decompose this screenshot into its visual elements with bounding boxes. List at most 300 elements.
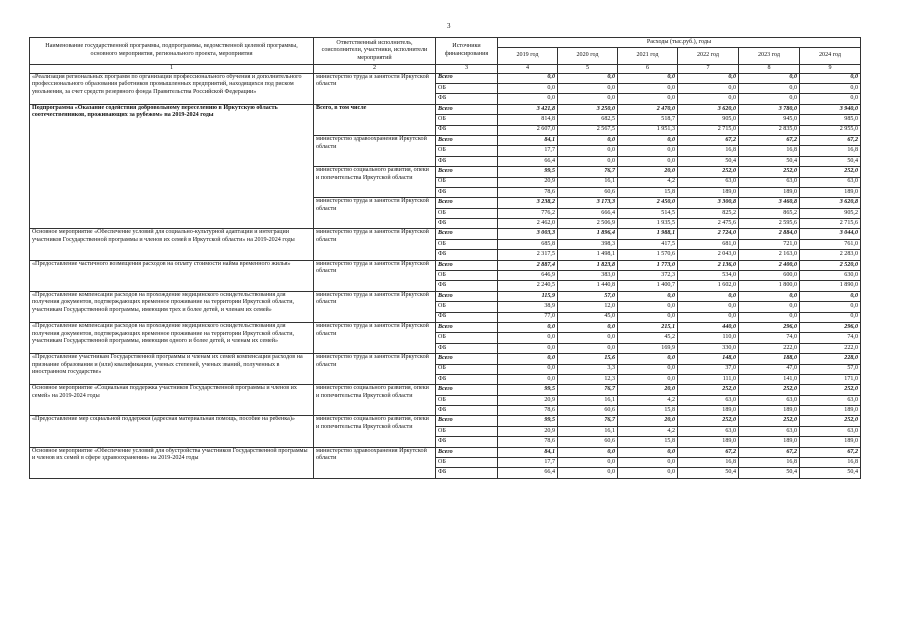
amount-cell: 252,0 xyxy=(800,167,861,177)
amount-cell: 0,0 xyxy=(618,312,678,322)
executor-cell: Всего, в том числе xyxy=(314,104,436,135)
funding-source-cell: ФБ xyxy=(436,281,498,291)
measure-name-cell: «Предоставление частичного возмещения расходов на оплату стоимости найма временного жилья» xyxy=(30,260,314,291)
amount-cell: 2 400,0 xyxy=(739,260,800,270)
amount-cell: 681,0 xyxy=(678,239,739,249)
amount-cell: 0,0 xyxy=(739,302,800,312)
measure-name-cell: Основное мероприятие «Обеспечение условий для социально-культурной адаптации и интеграции участников Государственной программы и членов их семей в Иркутской области» на 2019-2024 годы xyxy=(30,229,314,260)
amount-cell: 189,0 xyxy=(678,406,739,416)
header-year: 2024 год xyxy=(800,48,861,65)
amount-cell: 67,2 xyxy=(739,447,800,457)
amount-cell: 1 498,1 xyxy=(558,250,618,260)
table-body xyxy=(30,73,861,478)
amount-cell: 16,8 xyxy=(678,458,739,468)
amount-cell: 0,0 xyxy=(558,333,618,343)
amount-cell: 0,0 xyxy=(618,291,678,301)
amount-cell: 63,0 xyxy=(800,426,861,436)
amount-cell: 20,9 xyxy=(498,395,558,405)
measure-name-cell: «Реализация региональных программ по организации профессионального обучения и дополнительного профессионального образования работников промышленных предприятий, находящихся под риском увольнения, за счет средств резервного фонда Правительства Российской Федерации» xyxy=(30,73,314,104)
amount-cell: 0,0 xyxy=(618,73,678,83)
amount-cell: 0,0 xyxy=(498,374,558,384)
amount-cell: 0,0 xyxy=(678,83,739,93)
amount-cell: 63,0 xyxy=(739,395,800,405)
funding-source-cell: ОБ xyxy=(436,458,498,468)
funding-source-cell: ФБ xyxy=(436,468,498,478)
funding-source-cell: ФБ xyxy=(436,219,498,229)
measure-name-cell: Подпрограмма «Оказание содействия добровольному переселению в Иркутскую область соотечественников, проживающих за рубежом» на 2019-2024 годы xyxy=(30,104,314,229)
amount-cell: 2 317,5 xyxy=(498,250,558,260)
executor-cell: министерство труда и занятости Иркутской области xyxy=(314,354,436,385)
amount-cell: 63,0 xyxy=(678,177,739,187)
amount-cell: 0,0 xyxy=(618,468,678,478)
amount-cell: 761,0 xyxy=(800,239,861,249)
amount-cell: 50,4 xyxy=(739,156,800,166)
amount-cell: 2 607,0 xyxy=(498,125,558,135)
amount-cell: 0,0 xyxy=(498,83,558,93)
amount-cell: 16,8 xyxy=(800,458,861,468)
executor-cell: министерство социального развития, опеки и попечительства Иркутской области xyxy=(314,416,436,447)
amount-cell: 2 462,0 xyxy=(498,219,558,229)
amount-cell: 57,0 xyxy=(800,364,861,374)
amount-cell: 67,2 xyxy=(800,447,861,457)
header-expenses: Расходы (тыс.руб.), годы xyxy=(498,38,861,48)
table-row xyxy=(30,322,861,332)
amount-cell: 0,0 xyxy=(739,83,800,93)
amount-cell: 16,1 xyxy=(558,395,618,405)
amount-cell: 99,5 xyxy=(498,385,558,395)
table-row xyxy=(30,229,861,239)
amount-cell: 20,0 xyxy=(618,416,678,426)
amount-cell: 0,0 xyxy=(558,146,618,156)
amount-cell: 252,0 xyxy=(800,416,861,426)
amount-cell: 600,0 xyxy=(739,271,800,281)
amount-cell: 3 620,0 xyxy=(678,104,739,114)
amount-cell: 222,0 xyxy=(739,343,800,353)
amount-cell: 148,0 xyxy=(678,354,739,364)
amount-cell: 3 460,8 xyxy=(739,198,800,208)
amount-cell: 2 043,0 xyxy=(678,250,739,260)
amount-cell: 16,8 xyxy=(739,458,800,468)
amount-cell: 3 940,0 xyxy=(800,104,861,114)
amount-cell: 2 475,6 xyxy=(678,219,739,229)
amount-cell: 2 955,0 xyxy=(800,125,861,135)
funding-source-cell: ОБ xyxy=(436,239,498,249)
amount-cell: 2 715,6 xyxy=(800,219,861,229)
amount-cell: 1 823,8 xyxy=(558,260,618,270)
amount-cell: 63,0 xyxy=(678,426,739,436)
amount-cell: 3 044,0 xyxy=(800,229,861,239)
amount-cell: 0,0 xyxy=(800,73,861,83)
budget-table xyxy=(29,37,861,479)
amount-cell: 189,0 xyxy=(739,187,800,197)
page-number: 3 xyxy=(447,22,451,30)
amount-cell: 67,2 xyxy=(739,135,800,145)
amount-cell: 0,0 xyxy=(558,156,618,166)
amount-cell: 67,2 xyxy=(678,135,739,145)
amount-cell: 60,6 xyxy=(558,187,618,197)
amount-cell: 0,0 xyxy=(498,364,558,374)
amount-cell: 171,0 xyxy=(800,374,861,384)
funding-source-cell: Всего xyxy=(436,260,498,270)
funding-source-cell: ОБ xyxy=(436,208,498,218)
amount-cell: 2 240,5 xyxy=(498,281,558,291)
amount-cell: 905,0 xyxy=(678,115,739,125)
amount-cell: 215,1 xyxy=(618,322,678,332)
amount-cell: 0,0 xyxy=(618,135,678,145)
executor-cell: министерство труда и занятости Иркутской области xyxy=(314,198,436,229)
table-row xyxy=(30,260,861,270)
amount-cell: 16,8 xyxy=(678,146,739,156)
amount-cell: 2 450,0 xyxy=(618,198,678,208)
measure-name-cell: «Предоставление участникам Государственной программы и членам их семей компенсации расходов на признание образования и (или) квалификации, ученых степеней, ученых званий, полученных в иностранном государстве» xyxy=(30,354,314,385)
amount-cell: 0,0 xyxy=(558,458,618,468)
amount-cell: 3 620,8 xyxy=(800,198,861,208)
amount-cell: 20,9 xyxy=(498,426,558,436)
amount-cell: 296,0 xyxy=(800,322,861,332)
amount-cell: 111,0 xyxy=(678,374,739,384)
amount-cell: 685,8 xyxy=(498,239,558,249)
amount-cell: 0,0 xyxy=(558,468,618,478)
amount-cell: 1 440,8 xyxy=(558,281,618,291)
amount-cell: 169,9 xyxy=(618,343,678,353)
column-number: 5 xyxy=(558,65,618,74)
amount-cell: 2 715,0 xyxy=(678,125,739,135)
amount-cell: 0,0 xyxy=(618,146,678,156)
amount-cell: 38,9 xyxy=(498,302,558,312)
amount-cell: 66,4 xyxy=(498,156,558,166)
amount-cell: 0,0 xyxy=(498,354,558,364)
amount-cell: 4,2 xyxy=(618,426,678,436)
amount-cell: 16,1 xyxy=(558,426,618,436)
amount-cell: 1 773,0 xyxy=(618,260,678,270)
amount-cell: 37,0 xyxy=(678,364,739,374)
funding-source-cell: ОБ xyxy=(436,364,498,374)
amount-cell: 67,2 xyxy=(678,447,739,457)
amount-cell: 77,0 xyxy=(498,312,558,322)
table-row xyxy=(30,385,861,395)
amount-cell: 63,0 xyxy=(739,177,800,187)
amount-cell: 45,2 xyxy=(618,333,678,343)
funding-source-cell: ОБ xyxy=(436,333,498,343)
amount-cell: 74,0 xyxy=(739,333,800,343)
amount-cell: 814,8 xyxy=(498,115,558,125)
amount-cell: 189,0 xyxy=(678,187,739,197)
amount-cell: 1 988,1 xyxy=(618,229,678,239)
amount-cell: 15,8 xyxy=(618,406,678,416)
amount-cell: 2 506,9 xyxy=(558,219,618,229)
amount-cell: 330,0 xyxy=(678,343,739,353)
funding-source-cell: ОБ xyxy=(436,146,498,156)
amount-cell: 3 238,2 xyxy=(498,198,558,208)
amount-cell: 0,0 xyxy=(800,312,861,322)
amount-cell: 985,0 xyxy=(800,115,861,125)
amount-cell: 67,2 xyxy=(800,135,861,145)
amount-cell: 252,0 xyxy=(678,167,739,177)
funding-source-cell: Всего xyxy=(436,291,498,301)
funding-source-cell: ОБ xyxy=(436,426,498,436)
executor-cell: министерство социального развития, опеки и попечительства Иркутской области xyxy=(314,385,436,416)
amount-cell: 15,6 xyxy=(558,354,618,364)
amount-cell: 0,0 xyxy=(800,302,861,312)
amount-cell: 682,5 xyxy=(558,115,618,125)
amount-cell: 50,4 xyxy=(678,468,739,478)
funding-source-cell: ОБ xyxy=(436,271,498,281)
amount-cell: 76,7 xyxy=(558,167,618,177)
amount-cell: 3 421,8 xyxy=(498,104,558,114)
amount-cell: 74,0 xyxy=(800,333,861,343)
amount-cell: 222,0 xyxy=(800,343,861,353)
amount-cell: 84,1 xyxy=(498,135,558,145)
table-row xyxy=(30,354,861,364)
amount-cell: 1 400,7 xyxy=(618,281,678,291)
amount-cell: 252,0 xyxy=(678,416,739,426)
amount-cell: 20,9 xyxy=(498,177,558,187)
amount-cell: 2 163,0 xyxy=(739,250,800,260)
column-number: 1 xyxy=(30,65,314,74)
amount-cell: 0,0 xyxy=(618,354,678,364)
amount-cell: 3 300,8 xyxy=(678,198,739,208)
header-year: 2019 год xyxy=(498,48,558,65)
amount-cell: 296,0 xyxy=(739,322,800,332)
amount-cell: 0,0 xyxy=(558,343,618,353)
header-year: 2022 год xyxy=(678,48,739,65)
column-number: 2 xyxy=(314,65,436,74)
amount-cell: 1 800,0 xyxy=(739,281,800,291)
funding-source-cell: ФБ xyxy=(436,406,498,416)
table-row xyxy=(30,73,861,83)
amount-cell: 0,0 xyxy=(498,94,558,104)
amount-cell: 45,0 xyxy=(558,312,618,322)
executor-cell: министерство труда и занятости Иркутской области xyxy=(314,291,436,322)
amount-cell: 15,8 xyxy=(618,187,678,197)
amount-cell: 189,0 xyxy=(800,406,861,416)
amount-cell: 905,2 xyxy=(800,208,861,218)
funding-source-cell: ФБ xyxy=(436,156,498,166)
funding-source-cell: Всего xyxy=(436,167,498,177)
funding-source-cell: Всего xyxy=(436,447,498,457)
executor-cell: министерство труда и занятости Иркутской области xyxy=(314,322,436,353)
amount-cell: 84,1 xyxy=(498,447,558,457)
amount-cell: 50,4 xyxy=(800,468,861,478)
funding-source-cell: ОБ xyxy=(436,83,498,93)
amount-cell: 646,9 xyxy=(498,271,558,281)
amount-cell: 15,8 xyxy=(618,437,678,447)
measure-name-cell: Основное мероприятие «Обеспечение условий для обустройства участников Государственной программы и членов их семей в сфере здравоохранения» на 2019-2024 годы xyxy=(30,447,314,478)
amount-cell: 50,4 xyxy=(739,468,800,478)
funding-source-cell: ФБ xyxy=(436,374,498,384)
amount-cell: 0,0 xyxy=(618,374,678,384)
amount-cell: 865,2 xyxy=(739,208,800,218)
amount-cell: 63,0 xyxy=(800,395,861,405)
funding-source-cell: Всего xyxy=(436,354,498,364)
amount-cell: 12,3 xyxy=(558,374,618,384)
amount-cell: 115,9 xyxy=(498,291,558,301)
column-number: 9 xyxy=(800,65,861,74)
amount-cell: 0,0 xyxy=(678,73,739,83)
amount-cell: 518,7 xyxy=(618,115,678,125)
amount-cell: 17,7 xyxy=(498,146,558,156)
funding-source-cell: Всего xyxy=(436,104,498,114)
amount-cell: 0,0 xyxy=(678,312,739,322)
column-number: 8 xyxy=(739,65,800,74)
amount-cell: 776,2 xyxy=(498,208,558,218)
amount-cell: 0,0 xyxy=(800,83,861,93)
amount-cell: 4,2 xyxy=(618,395,678,405)
amount-cell: 20,0 xyxy=(618,385,678,395)
amount-cell: 0,0 xyxy=(618,156,678,166)
funding-source-cell: Всего xyxy=(436,416,498,426)
funding-source-cell: Всего xyxy=(436,322,498,332)
amount-cell: 0,0 xyxy=(678,291,739,301)
amount-cell: 0,0 xyxy=(618,302,678,312)
amount-cell: 252,0 xyxy=(800,385,861,395)
amount-cell: 721,0 xyxy=(739,239,800,249)
amount-cell: 189,0 xyxy=(678,437,739,447)
executor-cell: министерство труда и занятости Иркутской области xyxy=(314,229,436,260)
amount-cell: 1 890,0 xyxy=(800,281,861,291)
executor-cell: министерство труда и занятости Иркутской области xyxy=(314,260,436,291)
amount-cell: 0,0 xyxy=(739,94,800,104)
funding-source-cell: ФБ xyxy=(436,437,498,447)
amount-cell: 99,5 xyxy=(498,167,558,177)
amount-cell: 12,0 xyxy=(558,302,618,312)
header-year: 2021 год xyxy=(618,48,678,65)
amount-cell: 228,0 xyxy=(800,354,861,364)
amount-cell: 0,0 xyxy=(739,73,800,83)
amount-cell: 2 283,0 xyxy=(800,250,861,260)
amount-cell: 0,0 xyxy=(678,94,739,104)
funding-source-cell: Всего xyxy=(436,73,498,83)
amount-cell: 440,0 xyxy=(678,322,739,332)
amount-cell: 417,5 xyxy=(618,239,678,249)
executor-cell: министерство социального развития, опеки и попечительства Иркутской области xyxy=(314,167,436,198)
amount-cell: 3 250,0 xyxy=(558,104,618,114)
amount-cell: 0,0 xyxy=(678,302,739,312)
amount-cell: 0,0 xyxy=(800,291,861,301)
amount-cell: 252,0 xyxy=(739,385,800,395)
funding-source-cell: ФБ xyxy=(436,343,498,353)
amount-cell: 66,4 xyxy=(498,468,558,478)
amount-cell: 2 724,0 xyxy=(678,229,739,239)
amount-cell: 0,0 xyxy=(618,94,678,104)
table-row xyxy=(30,291,861,301)
funding-source-cell: Всего xyxy=(436,229,498,239)
amount-cell: 63,0 xyxy=(678,395,739,405)
column-number: 4 xyxy=(498,65,558,74)
amount-cell: 0,0 xyxy=(498,333,558,343)
funding-source-cell: ОБ xyxy=(436,177,498,187)
funding-source-cell: Всего xyxy=(436,135,498,145)
amount-cell: 3 003,3 xyxy=(498,229,558,239)
amount-cell: 50,4 xyxy=(800,156,861,166)
amount-cell: 189,0 xyxy=(800,187,861,197)
amount-cell: 398,3 xyxy=(558,239,618,249)
table-row xyxy=(30,416,861,426)
amount-cell: 252,0 xyxy=(739,416,800,426)
measure-name-cell: Основное мероприятие «Социальная поддержка участников Государственной программы и членов их семей» на 2019-2024 годы xyxy=(30,385,314,416)
header-year: 2023 год xyxy=(739,48,800,65)
funding-source-cell: ФБ xyxy=(436,312,498,322)
amount-cell: 1 602,0 xyxy=(678,281,739,291)
column-number: 7 xyxy=(678,65,739,74)
amount-cell: 0,0 xyxy=(498,322,558,332)
amount-cell: 0,0 xyxy=(498,343,558,353)
amount-cell: 383,0 xyxy=(558,271,618,281)
amount-cell: 630,0 xyxy=(800,271,861,281)
amount-cell: 4,2 xyxy=(618,177,678,187)
amount-cell: 50,4 xyxy=(678,156,739,166)
amount-cell: 2 887,4 xyxy=(498,260,558,270)
amount-cell: 1 570,6 xyxy=(618,250,678,260)
amount-cell: 141,0 xyxy=(739,374,800,384)
amount-cell: 2 136,0 xyxy=(678,260,739,270)
amount-cell: 0,0 xyxy=(618,364,678,374)
amount-cell: 63,0 xyxy=(739,426,800,436)
amount-cell: 16,8 xyxy=(800,146,861,156)
table-row xyxy=(30,447,861,457)
header-source: Источники финансирования xyxy=(436,38,498,65)
amount-cell: 0,0 xyxy=(558,322,618,332)
amount-cell: 0,0 xyxy=(739,312,800,322)
amount-cell: 16,8 xyxy=(739,146,800,156)
funding-source-cell: ОБ xyxy=(436,302,498,312)
funding-source-cell: ОБ xyxy=(436,115,498,125)
amount-cell: 0,0 xyxy=(558,73,618,83)
amount-cell: 60,6 xyxy=(558,437,618,447)
amount-cell: 76,7 xyxy=(558,385,618,395)
amount-cell: 945,0 xyxy=(739,115,800,125)
measure-name-cell: «Предоставление мер социальной поддержки (адресная материальная помощь, пособие на ребенка)» xyxy=(30,416,314,447)
amount-cell: 825,2 xyxy=(678,208,739,218)
column-number: 6 xyxy=(618,65,678,74)
column-number: 3 xyxy=(436,65,498,74)
amount-cell: 99,5 xyxy=(498,416,558,426)
amount-cell: 2 595,6 xyxy=(739,219,800,229)
amount-cell: 0,0 xyxy=(618,83,678,93)
amount-cell: 0,0 xyxy=(618,458,678,468)
amount-cell: 78,6 xyxy=(498,406,558,416)
amount-cell: 2 520,0 xyxy=(800,260,861,270)
amount-cell: 252,0 xyxy=(739,167,800,177)
amount-cell: 17,7 xyxy=(498,458,558,468)
amount-cell: 2 884,0 xyxy=(739,229,800,239)
header-executor: Ответственный исполнитель, соисполнители, участники, исполнители мероприятий xyxy=(314,38,436,65)
amount-cell: 78,6 xyxy=(498,437,558,447)
amount-cell: 0,0 xyxy=(558,135,618,145)
amount-cell: 2 470,0 xyxy=(618,104,678,114)
amount-cell: 189,0 xyxy=(800,437,861,447)
amount-cell: 16,1 xyxy=(558,177,618,187)
amount-cell: 0,0 xyxy=(618,447,678,457)
amount-cell: 1 896,4 xyxy=(558,229,618,239)
measure-name-cell: «Предоставление компенсации расходов на прохождение медицинского освидетельствования для получения документов, подтверждающих временное проживание на территории Иркутской области, участникам Государственной программы, имеющим трех и более детей, и членам их семей» xyxy=(30,291,314,322)
amount-cell: 1 951,3 xyxy=(618,125,678,135)
funding-source-cell: ФБ xyxy=(436,125,498,135)
amount-cell: 189,0 xyxy=(739,437,800,447)
amount-cell: 189,0 xyxy=(739,406,800,416)
amount-cell: 666,4 xyxy=(558,208,618,218)
funding-source-cell: ФБ xyxy=(436,250,498,260)
amount-cell: 20,0 xyxy=(618,167,678,177)
amount-cell: 0,0 xyxy=(498,73,558,83)
amount-cell: 47,0 xyxy=(739,364,800,374)
amount-cell: 78,6 xyxy=(498,187,558,197)
amount-cell: 0,0 xyxy=(558,94,618,104)
amount-cell: 63,0 xyxy=(800,177,861,187)
funding-source-cell: ОБ xyxy=(436,395,498,405)
executor-cell: министерство здравоохранения Иркутской области xyxy=(314,135,436,166)
amount-cell: 2 567,5 xyxy=(558,125,618,135)
